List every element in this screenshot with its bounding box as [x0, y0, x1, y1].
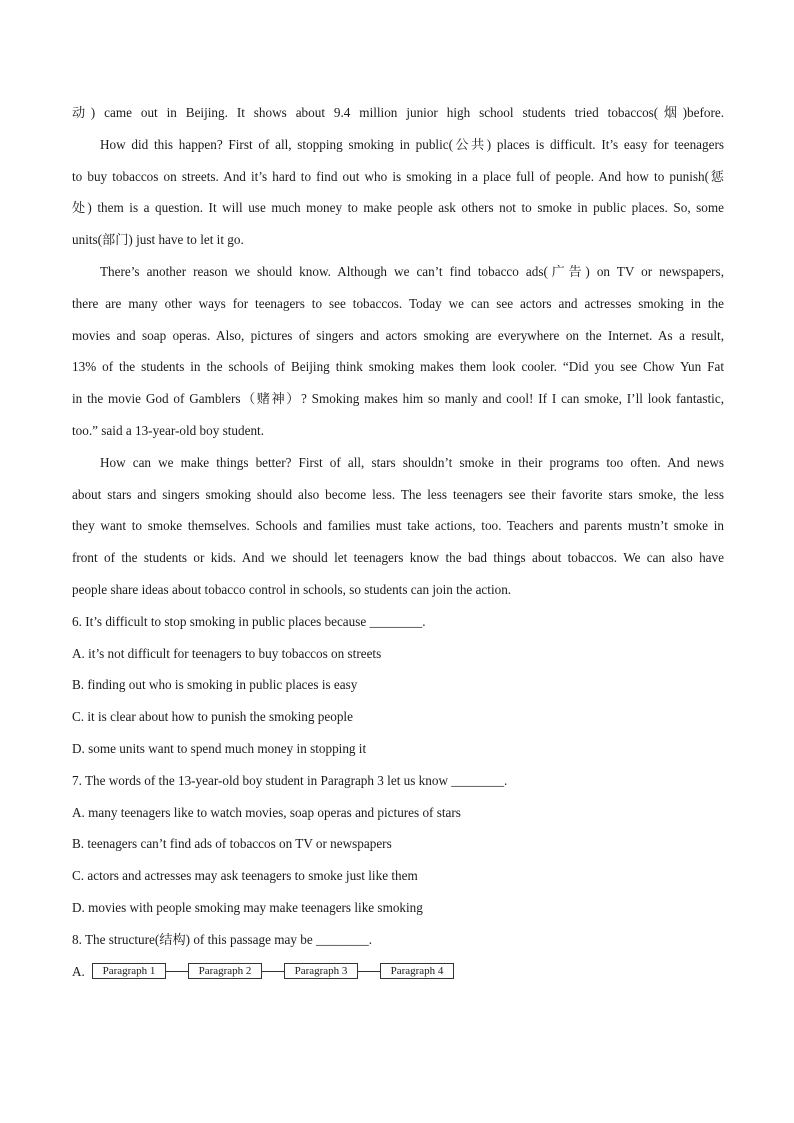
structure-diagram-option-a [72, 956, 724, 988]
passage-line: in the movie God of Gamblers（赌神）? Smoking makes him so manly and cool! If I can smoke, I’ll look fantastic, [72, 391, 724, 407]
answer-option-c: C. it is clear about how to punish the smoking people [72, 709, 353, 725]
question-stem: 7. The words of the 13-year-old boy student in Paragraph 3 let us know ________. [72, 772, 508, 788]
passage-line: How did this happen? First of all, stopping smoking in public(公共) places is difficult. It’s easy for teenagers [100, 136, 724, 152]
passage-line: movies and soap operas. Also, pictures of singers and actors smoking are everywhere on the Internet. As a result, [72, 327, 724, 343]
passage-line: they want to smoke themselves. Schools and families must take actions, too. Teachers and parents mustn’t smoke in [72, 518, 724, 534]
answer-option-d: D. some units want to spend much money in stopping it [72, 740, 367, 756]
paragraph-box: Paragraph 2 [188, 963, 262, 979]
answer-option-b: B. finding out who is smoking in public places is easy [72, 677, 358, 693]
connector-line [358, 971, 380, 972]
answer-option-d: D. movies with people smoking may make teenagers like smoking [72, 899, 423, 915]
passage-line: There’s another reason we should know. Although we can’t find tobacco ads(广告) on TV or newspapers, [100, 263, 724, 279]
passage-line: people share ideas about tobacco control in schools, so students can join the action. [72, 581, 512, 597]
question-8 [72, 924, 724, 988]
option-label: A. [72, 963, 85, 979]
paragraph-box: Paragraph 4 [380, 963, 454, 979]
answer-option-c: C. actors and actresses may ask teenagers to smoke just like them [72, 868, 418, 884]
passage-line: units(部门) just have to let it go. [72, 232, 244, 248]
question-7 [72, 765, 724, 924]
connector-line [166, 971, 188, 972]
answer-option-a: A. many teenagers like to watch movies, soap operas and pictures of stars [72, 804, 461, 820]
connector-line [262, 971, 284, 972]
question-6 [72, 606, 724, 765]
passage-line: about stars and singers smoking should also become less. The less teenagers see their favorite stars smoke, the less [72, 486, 724, 502]
question-stem: 6. It’s difficult to stop smoking in public places because ________. [72, 613, 426, 629]
reading-passage [72, 97, 724, 606]
worksheet-page [72, 97, 724, 987]
passage-line: there are many other ways for teenagers to see tobaccos. Today we can see actors and actresses smoking in the [72, 295, 724, 311]
passage-line: front of the students or kids. And we should let teenagers know the bad things about tobaccos. We can also have [72, 550, 724, 566]
paragraph-box: Paragraph 1 [92, 963, 166, 979]
answer-option-b: B. teenagers can’t find ads of tobaccos on TV or newspapers [72, 836, 392, 852]
paragraph-box: Paragraph 3 [284, 963, 358, 979]
passage-line: How can we make things better? First of all, stars shouldn’t smoke in their programs too often. And news [100, 454, 724, 470]
question-stem: 8. The structure(结构) of this passage may be ________. [72, 931, 373, 947]
passage-line: 13% of the students in the schools of Beijing think smoking makes them look cooler. “Did you see Chow Yun Fat [72, 359, 724, 375]
passage-line: to buy tobaccos on streets. And it’s hard to find out who is smoking in a place full of people. And how to punish(惩 [72, 168, 724, 184]
passage-line: too.” said a 13-year-old boy student. [72, 422, 265, 438]
passage-line: 处) them is a question. It will use much money to make people ask others not to smoke in public places. So, some [72, 200, 724, 216]
answer-option-a: A. it’s not difficult for teenagers to buy tobaccos on streets [72, 645, 382, 661]
passage-line: 动) came out in Beijing. It shows about 9.4 million junior high school students tried tobaccos(烟)before. [72, 105, 724, 120]
